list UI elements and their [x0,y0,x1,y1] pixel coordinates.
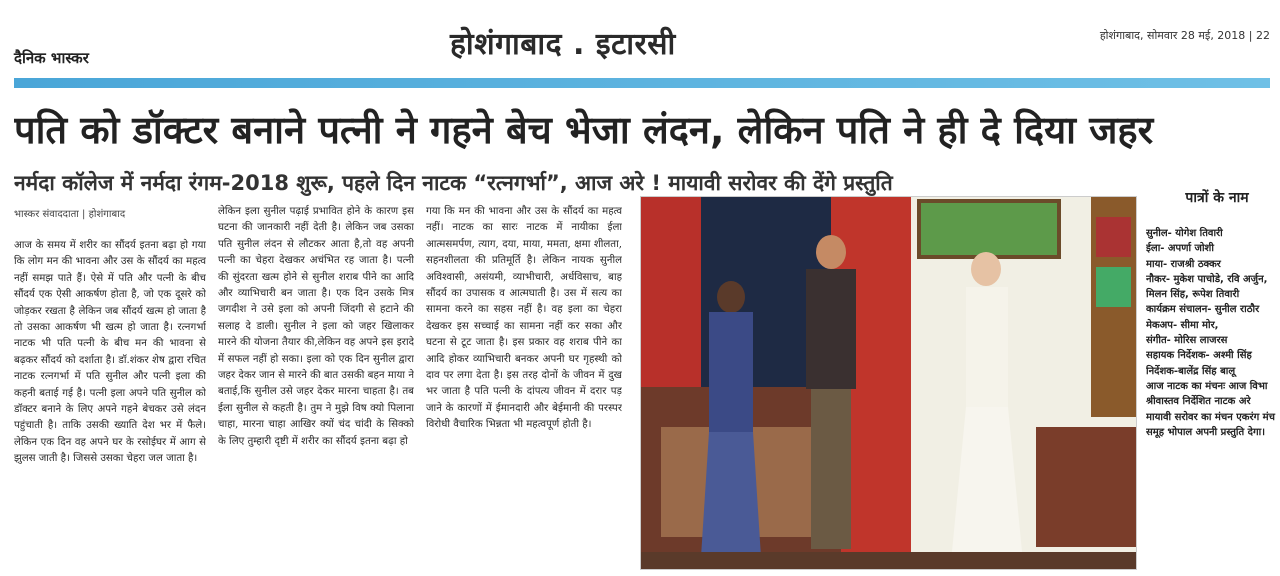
subheadline: नर्मदा कॉलेज में नर्मदा रंगम-2018 शुरू, पहले दिन नाटक “रत्नगर्भा”, आज अरे ! मायावी सरोवर की देंगे प्रस्तुति [14,171,893,195]
article-column-1 [14,238,206,570]
newspaper-brand: दैनिक भास्कर [14,49,89,67]
cast-line: सहायक निर्देशक- अश्मी सिंह [1146,350,1252,362]
cast-line: निर्देशक-बालेंद्र सिंह बालू [1146,365,1236,377]
cast-title: पात्रों के नाम [1185,190,1249,206]
cast-line: आज नाटक का मंचनः आज विभा श्रीवास्तव निर्देशित नाटक अरे मायावी सरोवर का मंचन एकरंग मंच समूह भोपाल अपनी प्रस्तुति देगा। [1146,380,1276,438]
cast-line: कार्यक्रम संचालन- सुनील राठौर [1146,304,1260,316]
column-2-text: लेकिन इला सुनील पढ़ाई प्रभावित होने के कारण इस घटना की जानकारी नहीं देती है। लेकिन जब उसका पति सुनील लंदन से लौटकर आता है,तो वह अपनी पत्नी का चेहरा देखकर अचंभित रह जाता है। पत्नी की सुंदरता खत्म होने से सुनील शराब पीने का आदि और व्याभिचारी बन जाता है। एक दिन उसके मित्र जगदीश ने उसे इला को अपनी जिंदगी से हटाने की सलाह दे डाली। सुनील ने इला को जहर खिलाकर मारने की योजना तैयार की,लेकिन वह अपने इस इरादे में सफल नहीं हो सका। इला को एक दिन सुनील द्वारा जहर देकर जान से मारने की बात उसकी बहन माया ने बताई,कि सुनील उसे जहर देकर मारना चाहता है। तब ईला सुनील से कहती है। तुम ने मुझे विष क्यो पिलाना चाहा, मारना चाहा आखिर क्यों चंद चांदी के सिक्को के लिए तुम्हारी दृष्टी में शरीर का सौंदर्य इतना बढ़ा हो [218,206,414,447]
cast-line: संगीत- मोरिस लाजरस [1146,335,1228,347]
article-column-2 [218,204,414,570]
cast-line: माया- राजश्री ठक्कर [1146,258,1221,270]
column-1-text: आज के समय में शरीर का सौंदर्य इतना बढ़ा हो गया कि लोग मन की भावना और उस के सौंदर्य का महत्व नहीं समझ पाते हैं। ऐसे में पति और पत्नी के बीच सौंदर्य एक ऐसी आकर्षण होता है, जो एक दूसरे को जोड़कर रखता है लेकिन जब सौंदर्य खत्म हो जाता है तो उसका आकर्षण भी खत्म हो जाता है। रत्नगर्भा नाटक भी पति पत्नी के बीच मन की भावना से बढ़कर सौंदर्य को दर्शाता है। डॉ.शंकर शेष द्वारा रचित नाटक रत्नगर्भा में पति सुनील और पत्नी इला की कहनी बताई गई है। पत्नी इला अपने पति सुनील को डॉक्टर बनाने के लिए अपने गहने बेचकर उसे लंदन पहुंचाती है। ताकि उसकी ख्याति देश भर में फैले। लेकिन एक दिन वह अपने घर के रसोईघर में आग से झुलस जाती है। जिससे उसका चेहरा जल जाता है। [14,240,206,465]
edition-title: होशंगाबाद . इटारसी [450,27,676,62]
cast-line: नौकर- मुकेश पाचोडे, रवि अर्जुन, मिलन सिंह, रूपेश तिवारी [1146,273,1268,301]
stage-photo [640,196,1137,570]
stage-scene-illustration [641,197,1136,569]
dateline: होशंगाबाद, सोमवार 28 मई, 2018 | 22 [1099,29,1270,42]
cast-line: मेकअप- सीमा मोर, [1146,319,1219,331]
article-column-3 [426,204,622,570]
cast-line: सुनील- योगेश तिवारी [1146,228,1223,239]
column-3-text: गया कि मन की भावना और उस के सौंदर्य का महत्व नहीं। नाटक का सारः नाटक में नायीका ईला आत्मसमर्पण, त्याग, दया, माया, ममता, क्षमा शीलता, सहनशीलता की प्रतिमूर्ति है। लेकिन नायक सुनील अविश्वासी, असंयमी, व्याभीचारी, अर्धविसाच, बाह सौंदर्य का उपासक व आत्मघाती है। उस में सत्य का सामना करने का सहस नहीं है। वह इला का चेहरा देखकर इस सच्चाई का सामना नहीं कर सका और घटना से टूट जाता है। इस प्रकार वह शराब पीने का आदि होकर व्याभिचारी बनकर अपनी घर गृहस्थी को दाव पर लगा देता है। इस तरह दोनों के जीवन में दुख भर जाता है पति पत्नी के दांपत्य जीवन में दरार पड़ जाने के कारणों में ईमानदारी और बेईमानी की परस्पर विरोधी वैचारिक भिन्नता भी महत्वपूर्ण होती है। [426,206,622,431]
headline: पति को डॉक्टर बनाने पत्नी ने गहने बेच भेजा लंदन, लेकिन पति ने ही दे दिया जहर [14,108,1154,152]
header-rule [14,78,1270,88]
cast-list [1146,226,1276,572]
cast-line: ईला- अपर्णा जोशी [1146,243,1214,255]
masthead [0,0,1280,80]
byline: भास्कर संवाददाता | होशंगाबाद [14,209,126,220]
